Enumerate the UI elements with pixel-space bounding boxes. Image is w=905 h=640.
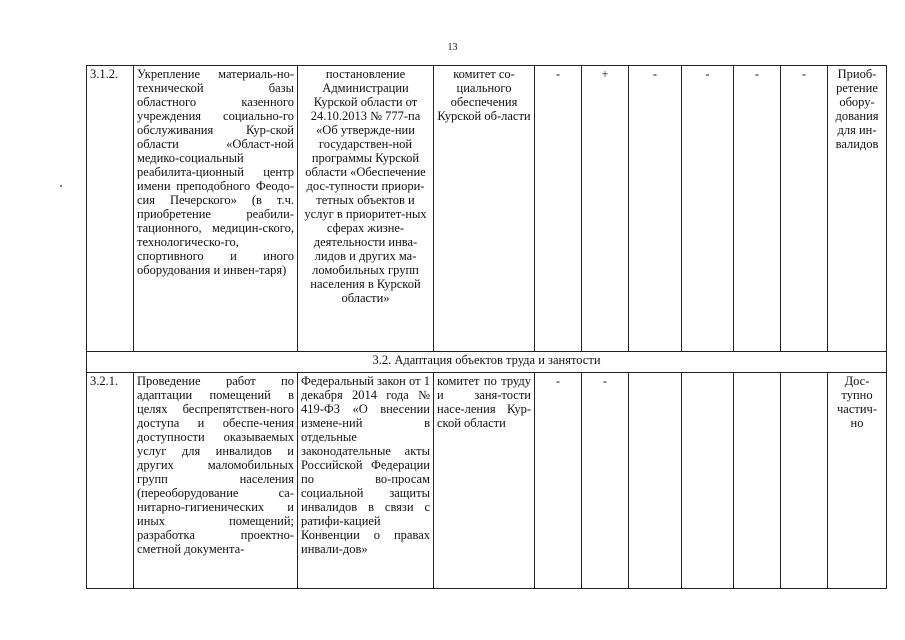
table-row [87,66,887,352]
expected-result: Дос-тупно частич-но [828,373,887,589]
table-row [87,373,887,589]
section-header: 3.2. Адаптация объектов труда и занятости [87,352,887,373]
scan-speck [60,185,62,187]
period-mark: - [535,373,582,589]
row-number: 3.1.2. [87,66,134,352]
legal-basis: Федеральный закон от 1 декабря 2014 года № 419-ФЗ «О внесении измене-ний в отдельные законодательные акты Российской Федерации по во-просам социальной защиты инвалидов в связи с ратифи-кацией Конвенции о правах инвали-дов» [298,373,434,589]
section-row [87,352,887,373]
period-mark: - [629,66,682,352]
row-number: 3.2.1. [87,373,134,589]
period-mark: - [535,66,582,352]
legal-basis: постановление Администрации Курской области от 24.10.2013 № 777-па «Об утвержде-нии государствен-ной программы Курской области «Обеспечение дос-тупности приори-тетных объектов и услуг в приоритет-ных сферах жизне-деятельности инва-лидов и других ма-ломобильных групп населения в Курской области» [298,66,434,352]
period-mark [682,373,734,589]
measure-name: Проведение работ по адаптации помещений в целях беспрепятствен-ного доступа и обеспе-чения доступности оказываемых услуг для инвалидов и других маломобильных групп населения (переоборудование са-нитарно-гигиенических и иных помещений; разработка проектно-сметной документа- [134,373,298,589]
expected-result: Приоб-ретение обору-дования для ин-валидов [828,66,887,352]
executor: комитет по труду и заня-тости насе-ления Кур-ской области [434,373,535,589]
period-mark: - [781,66,828,352]
period-mark [629,373,682,589]
period-mark: - [582,373,629,589]
measures-table [86,65,887,589]
period-mark [734,373,781,589]
page-number: 13 [447,42,458,53]
period-mark: - [734,66,781,352]
measure-name: Укрепление материаль-но-технической базы областного казенного учреждения социально-го обслуживания Кур-ской области «Област-ной медико-социальный реабилита-ционный центр имени преподобного Феодо-сия Печерского» (в т.ч. приобретение реабили-тационного, медицин-ского, технологическо-го, спортивного и иного оборудования и инвен-таря) [134,66,298,352]
executor: комитет со-циального обеспечения Курской об-ласти [434,66,535,352]
period-mark [781,373,828,589]
period-mark: - [682,66,734,352]
period-mark: + [582,66,629,352]
